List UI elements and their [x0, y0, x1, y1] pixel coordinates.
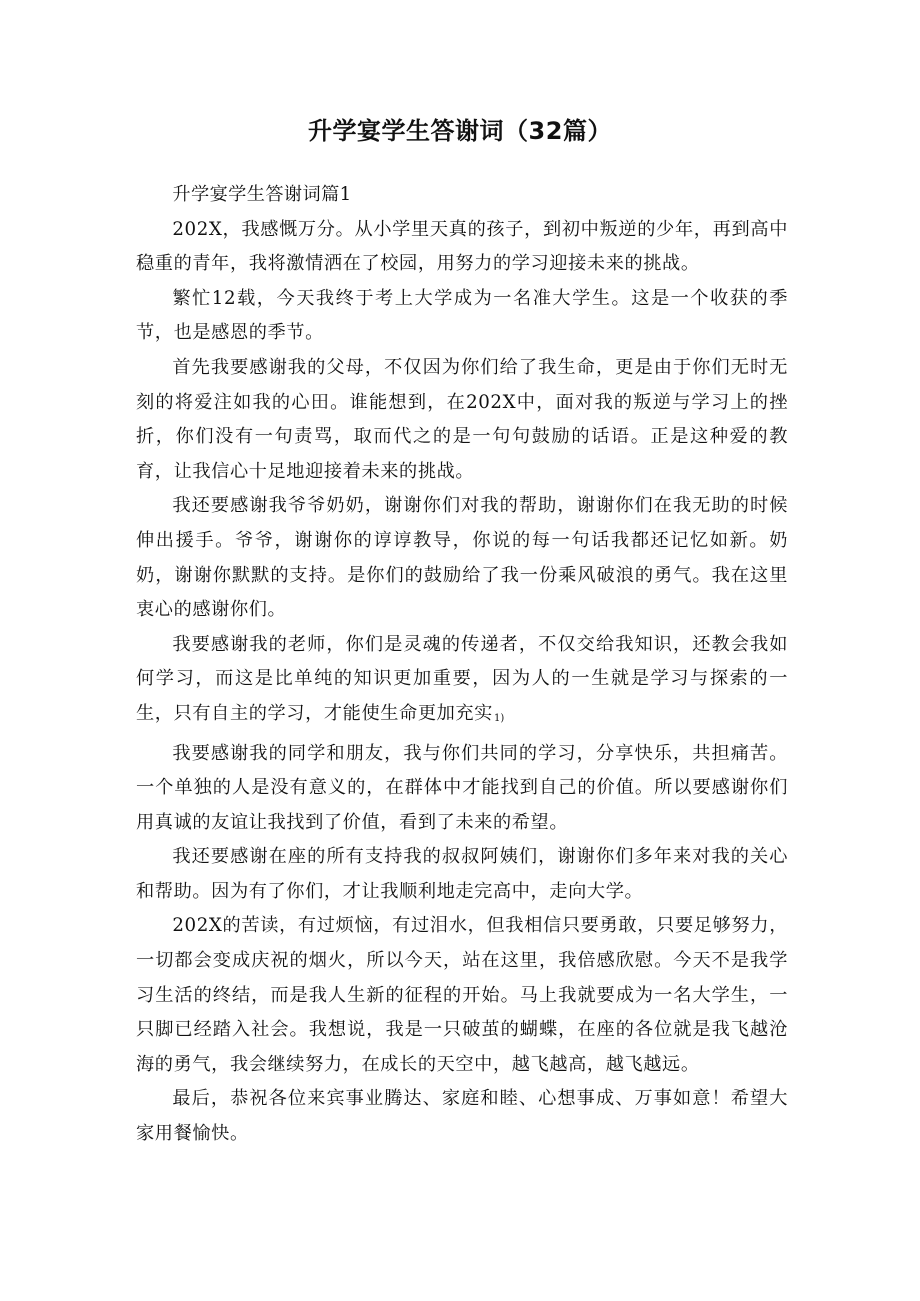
- paragraph-thanks-teachers: [136, 628, 788, 737]
- paragraph-closing: 最后，恭祝各位来宾事业腾达、家庭和睦、心想事成、万事如意！希望大家用餐愉快。: [136, 1088, 788, 1145]
- section-heading: 升学宴学生答谢词篇1: [172, 184, 352, 205]
- paragraph-thanks-relatives: 我还要感谢在座的所有支持我的叔叔阿姨们，谢谢你们多年来对我的关心和帮助。因为有了你们，才让我顺利地走完高中，走向大学。: [136, 846, 788, 902]
- paragraph-future: 202X的苦读，有过烦恼，有过泪水，但我相信只要勇敢，只要足够努力，一切都会变成庆祝的烟火，所以今天，站在这里，我倍感欣慰。今天不是我学习生活的终结，而是我人生新的征程的开始。马上我就要成为一名大学生，一只脚已经踏入社会。我想说，我是一只破茧的蝴蝶，在座的各位就是我飞越沧海的勇气，我会继续努力，在成长的天空中，越飞越高，越飞越远。: [136, 915, 788, 1075]
- paragraph-thanks-parents: 首先我要感谢我的父母，不仅因为你们给了我生命，更是由于你们无时无刻的将爱注如我的心田。谁能想到，在202X中，面对我的叛逆与学习上的挫折，你们没有一句责骂，取而代之的是一句句鼓励的话语。正是这种爱的教育，让我信心十足地迎接着未来的挑战。: [136, 356, 788, 482]
- document-body: [136, 178, 788, 1152]
- paragraph-opening: 202X，我感慨万分。从小学里天真的孩子，到初中叛逆的少年，再到高中稳重的青年，我将激情洒在了校园，用努力的学习迎接未来的挑战。: [136, 218, 788, 275]
- paragraph-thanks-grandparents: 我还要感谢我爷爷奶奶，谢谢你们对我的帮助，谢谢你们在我无助的时候伸出援手。爷爷，谢谢你的谆谆教导，你说的每一句话我都还记忆如新。奶奶，谢谢你默默的支持。是你们的鼓励给了我一份乘风破浪的勇气。我在这里衷心的感谢你们。: [136, 495, 788, 621]
- footnote-marker: 1): [493, 712, 505, 724]
- paragraph-twelve-years: 繁忙12载，今天我终于考上大学成为一名准大学生。这是一个收获的季节，也是感恩的季节。: [136, 287, 788, 344]
- document-title: 升学宴学生答谢词（32篇）: [308, 117, 612, 145]
- paragraph-thanks-teachers-text: 我要感谢我的老师，你们是灵魂的传递者，不仅交给我知识，还教会我如何学习，而这是比单纯的知识更加重要，因为人的一生就是学习与探索的一生，只有自主的学习，才能使生命更加充实: [136, 633, 788, 724]
- paragraph-thanks-classmates: 我要感谢我的同学和朋友，我与你们共同的学习，分享快乐，共担痛苦。一个单独的人是没有意义的，在群体中才能找到自己的价值。所以要感谢你们用真诚的友谊让我找到了价值，看到了未来的希望。: [136, 742, 788, 833]
